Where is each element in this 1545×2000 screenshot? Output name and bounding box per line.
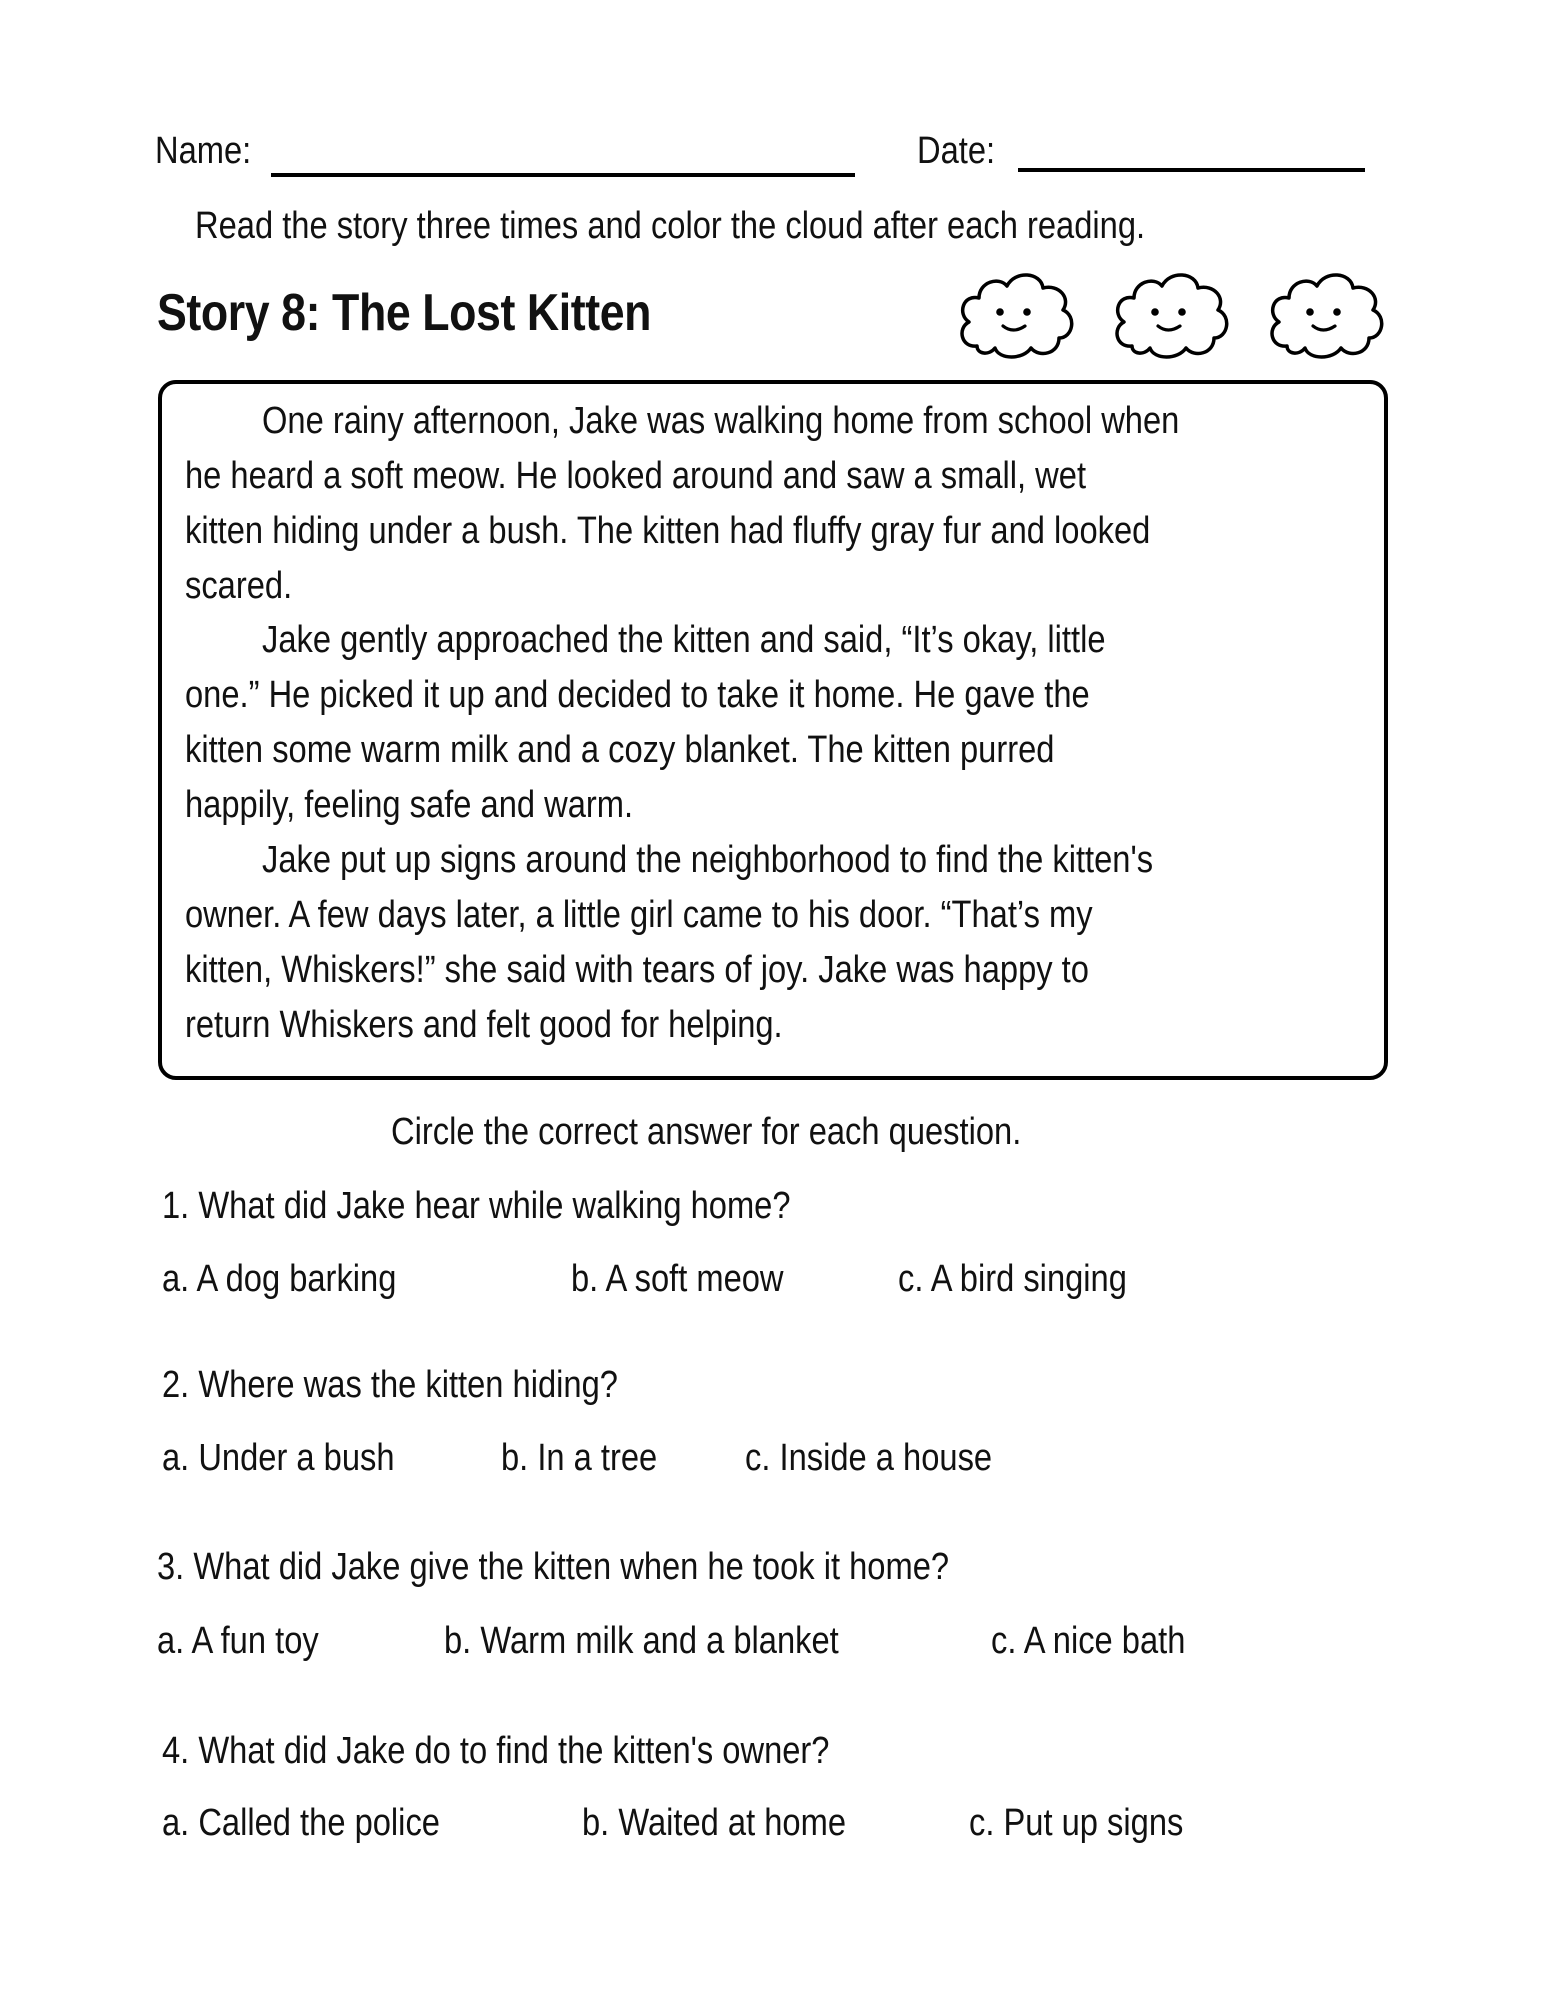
answer-option[interactable]: b. Warm milk and a blanket (444, 1620, 839, 1662)
story-line: Jake put up signs around the neighborhood to find the kitten's (262, 839, 1154, 881)
question-2: 2. Where was the kitten hiding? (162, 1364, 618, 1406)
date-field[interactable] (1018, 168, 1365, 172)
story-line: kitten hiding under a bush. The kitten had fluffy gray fur and looked (185, 510, 1151, 552)
story-line: kitten some warm milk and a cozy blanket. The kitten purred (185, 729, 1055, 771)
smiling-cloud-icon[interactable] (1110, 268, 1232, 360)
answer-option[interactable]: c. Inside a house (745, 1437, 993, 1479)
question-3: 3. What did Jake give the kitten when he took it home? (157, 1546, 950, 1588)
answer-option[interactable]: b. In a tree (501, 1437, 658, 1479)
answer-option[interactable]: a. Called the police (162, 1802, 440, 1844)
answer-option[interactable]: a. Under a bush (162, 1437, 395, 1479)
reading-instructions (195, 207, 1300, 245)
story-line: scared. (185, 565, 293, 607)
question-instructions-text: Circle the correct answer for each question. (391, 1111, 1022, 1153)
reading-instructions-text: Read the story three times and color the cloud after each reading. (195, 205, 1146, 247)
story-line: Jake gently approached the kitten and said, “It’s okay, little (262, 619, 1106, 661)
answer-option[interactable]: c. Put up signs (969, 1802, 1184, 1844)
date-label (917, 132, 1008, 170)
answer-option[interactable]: a. A fun toy (157, 1620, 319, 1662)
question-4: 4. What did Jake do to find the kitten's owner? (162, 1730, 830, 1772)
name-label-text: Name: (155, 130, 252, 172)
smiling-cloud-icon[interactable] (955, 268, 1077, 360)
date-label-text: Date: (917, 130, 996, 172)
name-field[interactable] (271, 173, 855, 177)
story-line: return Whiskers and felt good for helping. (185, 1004, 783, 1046)
answer-option[interactable]: b. A soft meow (571, 1258, 784, 1300)
name-label (155, 132, 267, 170)
question-1: 1. What did Jake hear while walking home? (162, 1185, 791, 1227)
answer-option[interactable]: b. Waited at home (582, 1802, 846, 1844)
story-line: one.” He picked it up and decided to take it home. He gave the (185, 674, 1090, 716)
story-line: One rainy afternoon, Jake was walking home from school when (262, 400, 1180, 442)
question-instructions (391, 1113, 1124, 1151)
story-line: happily, feeling safe and warm. (185, 784, 634, 826)
answer-option[interactable]: c. A bird singing (898, 1258, 1127, 1300)
story-title (157, 283, 731, 343)
answer-option[interactable]: a. A dog barking (162, 1258, 397, 1300)
answer-option[interactable]: c. A nice bath (991, 1620, 1186, 1662)
story-line: kitten, Whiskers!” she said with tears of joy. Jake was happy to (185, 949, 1089, 991)
story-title-text: Story 8: The Lost Kitten (157, 284, 652, 342)
smiling-cloud-icon[interactable] (1265, 268, 1387, 360)
story-line: he heard a soft meow. He looked around and saw a small, wet (185, 455, 1087, 497)
story-line: owner. A few days later, a little girl came to his door. “That’s my (185, 894, 1093, 936)
